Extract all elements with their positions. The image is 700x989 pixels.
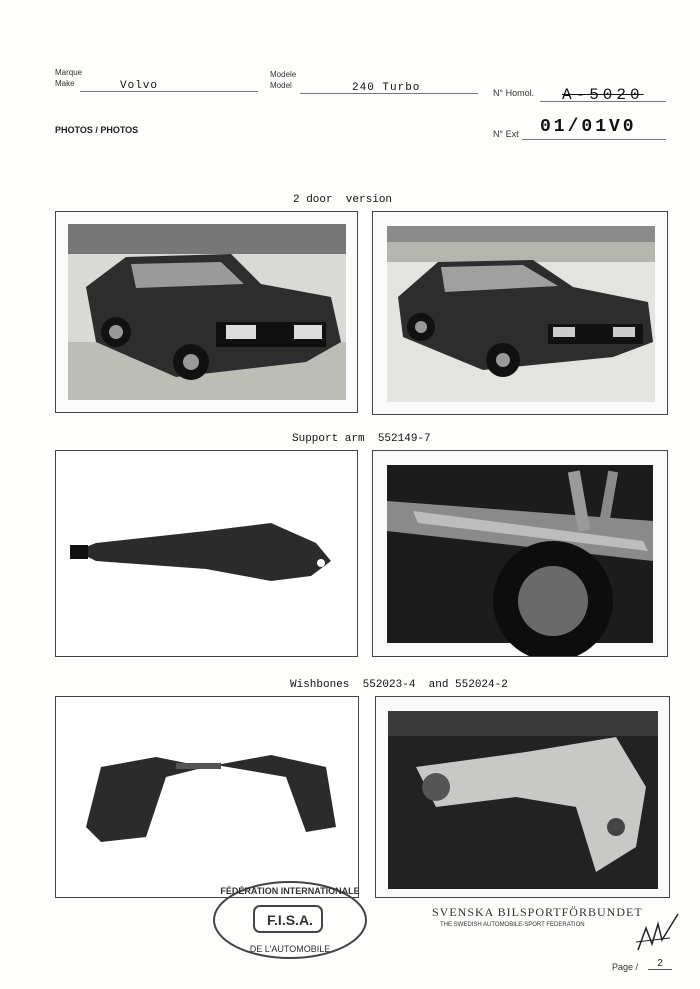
model-label: Model [270,81,292,90]
fisa-stamp-seal [210,876,370,961]
section-caption-support-arm: Support arm 552149-7 [292,433,431,445]
wishbones-mounted-image [376,697,669,897]
support-arm-image [56,451,357,656]
photos-label: PHOTOS / PHOTOS [55,125,139,135]
make-label: Make [55,79,75,88]
ext-value: 01/01V0 [540,117,637,137]
model-value: 240 Turbo [352,82,421,94]
section-caption-2-door: 2 door version [293,194,393,206]
federation-name-sv: SVENSKA BILSPORTFÖRBUNDET [432,905,643,919]
photo-wishbones-mounted [375,696,670,898]
homol-value: A-5020 [562,86,644,104]
car-front-left-image [56,212,357,412]
photo-support-arm-part [55,450,358,657]
wishbones-image [56,697,358,897]
photo-car-front-left [55,211,358,413]
svg-text:FÉDÉRATION INTERNATIONALE: FÉDÉRATION INTERNATIONALE [220,886,360,896]
signature-drawing [632,910,684,958]
ext-underline [522,139,666,140]
photo-car-rear-left [372,211,668,415]
make-value: Volvo [120,80,159,92]
ext-label: N° Ext [493,129,519,139]
fisa-stamp [210,876,370,961]
federation-name-en: THE SWEDISH AUTOMOBILE-SPORT FEDERATION [440,922,585,928]
marque-label: Marque [55,68,83,77]
page-number: 2 [648,958,672,970]
page-label: Page / [612,962,639,972]
homol-label: N° Homol. [493,88,535,98]
photo-support-arm-mounted [372,450,668,657]
signature [632,910,684,958]
svg-text:F.I.S.A.: F.I.S.A. [267,912,313,928]
support-arm-mounted-image [373,451,667,656]
section-caption-wishbones: Wishbones 552023-4 and 552024-2 [290,679,508,691]
photo-wishbones-parts [55,696,359,898]
modele-label: Modele [270,70,297,79]
make-underline [80,91,258,92]
car-rear-left-image [373,212,667,414]
svg-text:DE L'AUTOMOBILE: DE L'AUTOMOBILE [249,944,331,954]
